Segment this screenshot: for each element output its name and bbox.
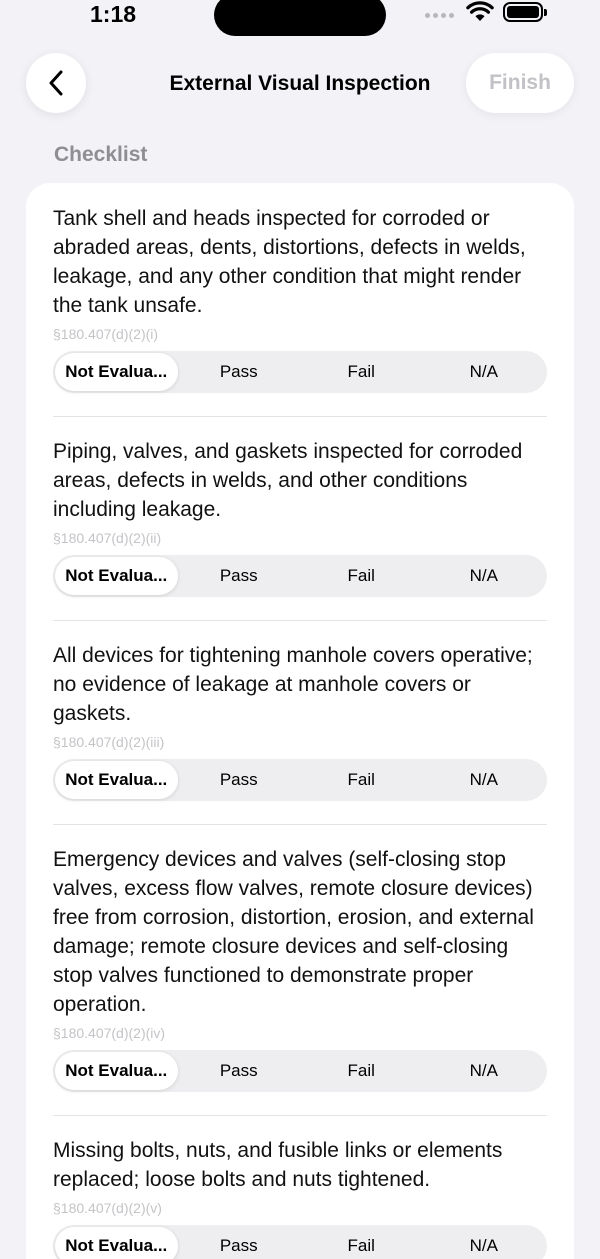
- checklist-item: [53, 183, 547, 393]
- page-title: External Visual Inspection: [169, 72, 431, 95]
- status-segmented-control: [53, 351, 547, 393]
- chevron-left-icon: [48, 70, 64, 96]
- segment-not-evaluated[interactable]: Not Evalua...: [55, 1227, 178, 1259]
- checklist-item: [53, 1115, 547, 1259]
- status-segmented-control: [53, 759, 547, 801]
- regulation-reference: §180.407(d)(2)(iii): [53, 734, 165, 750]
- checklist-item-text: Emergency devices and valves (self-closing stop valves, excess flow valves, remote closure devices) free from corrosion, distortion, erosion, and external damage; remote closure devices and self-closing stop valves functioned to demonstrate proper operation.: [53, 848, 534, 1016]
- checklist-item-text: Missing bolts, nuts, and fusible links or elements replaced; loose bolts and nuts tightened.: [53, 1139, 503, 1191]
- status-time: 1:18: [90, 1, 137, 27]
- segment-na[interactable]: N/A: [469, 770, 498, 789]
- checklist-item-text: All devices for tightening manhole covers operative; no evidence of leakage at manhole covers or gaskets.: [53, 644, 533, 725]
- wifi-icon: [466, 1, 494, 23]
- checklist-item: [53, 620, 547, 801]
- segment-na[interactable]: N/A: [469, 566, 498, 585]
- segment-pass[interactable]: Pass: [219, 1236, 258, 1255]
- battery-icon: [503, 2, 543, 22]
- segment-na[interactable]: N/A: [469, 362, 498, 381]
- segment-fail[interactable]: Fail: [347, 362, 375, 381]
- back-button[interactable]: [26, 53, 86, 113]
- checklist-card: [26, 183, 574, 1259]
- segment-pass[interactable]: Pass: [219, 1061, 258, 1080]
- checklist-item-text: Piping, valves, and gaskets inspected for corroded areas, defects in welds, and other conditions including leakage.: [53, 440, 523, 521]
- segment-na[interactable]: N/A: [469, 1236, 498, 1255]
- status-segmented-control: [53, 555, 547, 597]
- cellular-signal-icon: [425, 13, 454, 18]
- regulation-reference: §180.407(d)(2)(i): [53, 326, 159, 342]
- dynamic-island: [214, 0, 386, 36]
- regulation-reference: §180.407(d)(2)(v): [53, 1200, 162, 1216]
- segment-na[interactable]: N/A: [469, 1061, 498, 1080]
- segment-not-evaluated[interactable]: Not Evalua...: [55, 1052, 178, 1090]
- regulation-reference: §180.407(d)(2)(ii): [53, 530, 162, 546]
- checklist-item: [53, 416, 547, 597]
- segment-fail[interactable]: Fail: [347, 770, 375, 789]
- segment-not-evaluated[interactable]: Not Evalua...: [55, 761, 178, 799]
- segment-fail[interactable]: Fail: [347, 1061, 375, 1080]
- checklist-section-header: Checklist: [54, 143, 148, 166]
- segment-pass[interactable]: Pass: [219, 566, 258, 585]
- status-segmented-control: [53, 1225, 547, 1259]
- segment-not-evaluated[interactable]: Not Evalua...: [55, 353, 178, 391]
- segment-pass[interactable]: Pass: [219, 770, 258, 789]
- segment-pass[interactable]: Pass: [219, 362, 258, 381]
- checklist-item: [53, 824, 547, 1092]
- segment-fail[interactable]: Fail: [347, 566, 375, 585]
- regulation-reference: §180.407(d)(2)(iv): [53, 1025, 166, 1041]
- checklist-item-text: Tank shell and heads inspected for corroded or abraded areas, dents, distortions, defects in welds, leakage, and any other condition that might render the tank unsafe.: [53, 207, 526, 317]
- segment-fail[interactable]: Fail: [347, 1236, 375, 1255]
- finish-button[interactable]: Finish: [466, 53, 574, 113]
- status-bar: [0, 0, 600, 40]
- status-segmented-control: [53, 1050, 547, 1092]
- segment-not-evaluated[interactable]: Not Evalua...: [55, 557, 178, 595]
